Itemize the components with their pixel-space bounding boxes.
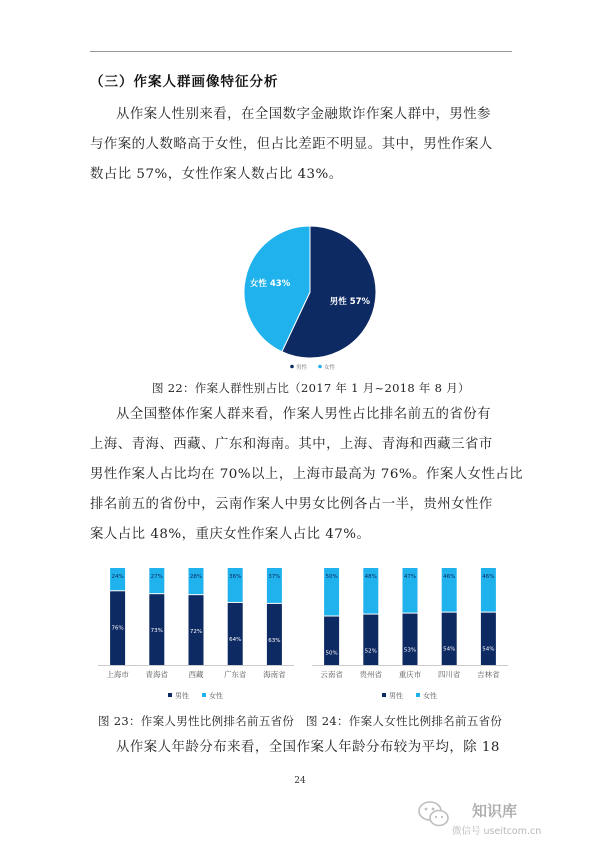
- paragraph-province-ranking: [90, 400, 524, 550]
- legend-label: 男性: [296, 365, 308, 371]
- bar-segment-male: [363, 615, 378, 665]
- legend-label: 女性: [324, 365, 336, 371]
- legend-swatch: [168, 693, 172, 697]
- text-line: 排名前五的省份中，云南作案人中男女比例各占一半，贵州女性作: [90, 497, 493, 512]
- category-label: 重庆市: [398, 670, 422, 679]
- category-label: 上海市: [106, 670, 129, 679]
- bar-data-label: 46%: [443, 574, 456, 580]
- pie-data-label: 男性 57%: [329, 296, 371, 307]
- category-label: 西藏: [188, 670, 204, 679]
- bar-data-label: 46%: [482, 574, 495, 580]
- category-label: 广东省: [223, 670, 247, 679]
- bar-segment-male: [442, 613, 457, 665]
- bar-data-label: 36%: [229, 574, 242, 580]
- legend-swatch: [318, 365, 322, 369]
- figure-24-caption: 图 24：作案人女性比例排名前五省份: [306, 714, 503, 728]
- watermark-sub: 微信号 useitcom.cn: [452, 826, 542, 837]
- bar-segment-male: [403, 614, 418, 665]
- text-line: 数占比 57%，女性作案人数占比 43%。: [90, 167, 343, 182]
- wechat-watermark: [412, 796, 582, 840]
- bar-segment-male: [228, 603, 243, 665]
- category-label: 贵州省: [359, 670, 383, 679]
- bar-data-label: 24%: [111, 574, 124, 580]
- legend-label: 女性: [423, 692, 437, 700]
- bar-data-label: 28%: [189, 574, 203, 580]
- legend-swatch: [290, 365, 294, 369]
- bar-segment-male: [324, 617, 339, 666]
- bar-data-label: 47%: [403, 574, 417, 580]
- bar-data-label: 53%: [403, 647, 417, 654]
- figure-23-caption: 图 23：作案人男性比例排名前五省份: [98, 714, 295, 728]
- header-rule: [90, 51, 512, 52]
- bar-segment-male: [267, 604, 282, 665]
- category-label: 吉林省: [477, 670, 500, 679]
- bar-data-label: 54%: [482, 646, 495, 653]
- section-heading: （三）作案人群画像特征分析: [90, 74, 279, 90]
- text-line: 男性作案人占比均在 70%以上，上海市最高为 76%。作案人女性占比: [90, 467, 524, 482]
- wechat-icon: [419, 802, 448, 826]
- bar-data-label: 48%: [364, 574, 377, 580]
- bar-data-label: 27%: [150, 574, 163, 580]
- bar-data-label: 52%: [364, 648, 377, 655]
- bar-data-label: 50%: [325, 574, 338, 580]
- page-number: 24: [294, 776, 306, 786]
- bar-data-label: 76%: [111, 625, 124, 632]
- bar-data-label: 37%: [268, 574, 281, 580]
- pie-data-label: 女性 43%: [249, 279, 291, 290]
- legend-swatch: [416, 693, 420, 697]
- bar-data-label: 64%: [229, 636, 242, 643]
- legend-label: 男性: [175, 692, 189, 700]
- text-line: 上海、青海、西藏、广东和海南。其中，上海、青海和西藏三省市: [90, 437, 493, 452]
- text-line: 从作案人性别来看，在全国数字金融欺诈作案人群中，男性参: [116, 107, 492, 122]
- category-label: 青海省: [145, 670, 169, 679]
- bar-segment-male: [481, 613, 496, 665]
- category-label: 四川省: [437, 670, 461, 679]
- gender-pie-chart: [220, 215, 400, 375]
- legend-label: 女性: [209, 692, 223, 700]
- legend-swatch: [202, 693, 206, 697]
- watermark-brand: 知识库: [472, 802, 518, 820]
- bar-data-label: 63%: [268, 637, 281, 644]
- text-line: 从作案人年龄分布来看，全国作案人年龄分布较为平均，除 18: [116, 740, 500, 755]
- text-line: 案人占比 48%，重庆女性作案人占比 47%。: [90, 527, 371, 542]
- category-label: 云南省: [320, 670, 343, 679]
- bar-segment-female: [189, 568, 204, 594]
- text-line: 从全国整体作案人群来看，作案人男性占比排名前五的省份有: [116, 407, 492, 422]
- female-ratio-bar-chart: [304, 558, 514, 708]
- paragraph-gender-intro: [90, 100, 512, 190]
- bar-data-label: 54%: [443, 646, 456, 653]
- bar-segment-female: [149, 568, 164, 593]
- text-line: 与作案的人数略高于女性，但占比差距不明显。其中，男性作案人: [90, 137, 493, 152]
- bar-data-label: 50%: [325, 650, 338, 657]
- male-ratio-bar-chart: [90, 558, 300, 708]
- legend-label: 男性: [389, 692, 403, 700]
- figure-22-caption: 图 22：作案人群性别占比（2017 年 1 月~2018 年 8 月）: [152, 381, 470, 395]
- paragraph-age: [90, 733, 512, 763]
- category-label: 海南省: [263, 670, 286, 679]
- bar-data-label: 73%: [150, 628, 163, 635]
- legend-swatch: [382, 693, 386, 697]
- bar-data-label: 72%: [189, 629, 203, 636]
